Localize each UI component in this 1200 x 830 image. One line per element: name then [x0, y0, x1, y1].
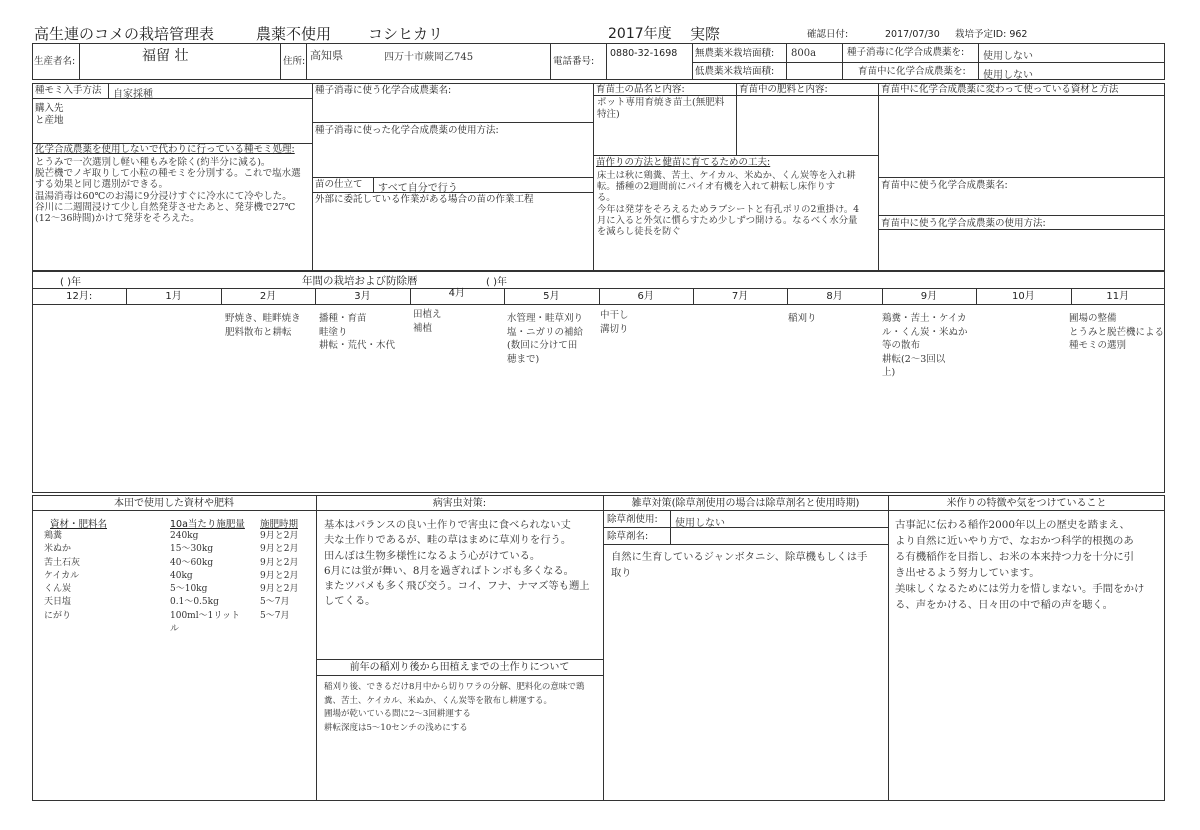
seedling-value: すべて自分で行う	[378, 183, 458, 194]
material-amount: 40〜60kg	[170, 557, 214, 568]
month-cell: 4月	[448, 288, 466, 299]
material-time: 9月と2月	[260, 544, 299, 555]
activity-apr: 田植え 補植	[413, 309, 442, 334]
month-cell: 10月	[1011, 291, 1035, 302]
soil-prep-text: 稲刈り後、できるだけ8月中から切りワラの分解、肥料化の意味で鶏 糞、苦土、ケイカル、米ぬか、くん炭等を散布し耕運する。 圃場が乾いている間に2〜3回耕運する 耕転深度は5〜10センチの浅めにする	[324, 682, 585, 733]
month-cell: 3月	[354, 291, 371, 302]
month-cell: 1月	[165, 291, 182, 302]
features-text: 古事記に伝わる稲作2000年以上の歴史を踏まえ、 より自然に近いやり方で、なおかつ科学的根拠のあ る有機稲作を目指し、お米の本来持つ力を十分に引 き出せるよう努力しています。 美味しくなるためには労力を惜しまない。手間をかけ る、声をかける、日々田の中で稲の声を聴く。	[895, 519, 1145, 611]
seed-alt-label: 化学合成農薬を使用しないで代わりに行っている種モミ処理:	[35, 144, 295, 155]
material-amount: 40kg	[170, 570, 193, 581]
material-row	[44, 596, 298, 609]
material-row	[44, 583, 298, 596]
month-cell: 5月	[543, 291, 560, 302]
activity-aug: 稲刈り	[788, 313, 817, 324]
calendar-year-right: ( )年	[486, 277, 507, 288]
phone-number: 0880-32-1698	[610, 48, 678, 59]
material-amount: 15〜30kg	[170, 544, 214, 555]
seed-chem-value: 使用しない	[983, 51, 1033, 62]
material-row	[44, 557, 298, 570]
material-amount: 100ml〜1リット ル	[170, 610, 240, 635]
fiscal-year: 2017年度	[608, 26, 672, 42]
seed-chem-label: 種子消毒に化学合成農薬を:	[847, 47, 965, 58]
nursery-soil-label: 育苗土の品名と内容:	[596, 84, 685, 95]
nursery-method-label: 苗作りの方法と健苗に育てるための工夫:	[596, 157, 771, 168]
col-material-name: 資材・肥料名	[50, 519, 108, 530]
nursery-soil-value: ポット専用育焼き苗土(無肥料 特注)	[597, 97, 725, 120]
nursery-chem-usage-label: 育苗中に使う化学合成農薬の使用方法:	[881, 218, 1046, 229]
seed-chem-name-label: 種子消毒に使う化学合成農薬名:	[315, 85, 452, 96]
material-row	[44, 543, 298, 556]
month-cell: 6月	[637, 291, 654, 302]
weed-use-value: 使用しない	[675, 518, 725, 529]
pest-text: 基本はバランスの良い土作りで害虫に食べられない丈 夫な土作りであるが、畦の草はまめに草刈りを行う。 田んぼは生物多様性になるよう心がけている。 6月には蛍が舞い、8月を過ぎればトンボも多くなる。 またツバメも多く飛び交う。コイ、フナ、ナマズ等も遡上 してくる。	[324, 519, 590, 608]
material-row	[44, 610, 298, 637]
activity-feb: 野焼き、畦畔焼き 肥料散布と耕転	[225, 313, 301, 338]
no-pesticide-area: 800a	[791, 48, 817, 59]
material-amount: 240kg	[170, 531, 199, 541]
low-pesticide-area-label: 低農薬米栽培面積:	[695, 66, 775, 77]
calendar-title: 年間の栽培および防除暦	[302, 275, 418, 287]
material-row	[44, 570, 298, 583]
rice-variety: コシヒカリ	[368, 25, 444, 43]
month-cell: 8月	[826, 291, 843, 302]
soil-prep-title: 前年の稲刈り後から田植えまでの土作りについて	[349, 662, 570, 673]
confirm-date: 2017/07/30	[885, 29, 940, 40]
material-name: 苦土石灰	[44, 557, 81, 568]
prefecture: 高知県	[310, 49, 343, 62]
nursery-chem-value: 使用しない	[983, 70, 1033, 81]
material-name: 米ぬか	[44, 544, 72, 555]
nursery-method-text: 床土は秋に鶏糞、苦土、ケイカル、米ぬか、くん炭等を入れ耕 転。播種の2週間前にバイオ有機を入れて耕転し床作りす る。 今年は発芽をそろえるためラブシートと有孔ポリの2重掛け。4 月に入ると外気に慣らすため少しずつ開ける。なるべく水分量 を減らし徒長を防ぐ	[597, 170, 860, 238]
material-amount: 5〜10kg	[170, 584, 208, 595]
features-title: 米作りの特徴や気をつけていること	[946, 498, 1107, 509]
calendar-year-left: ( )年	[60, 277, 81, 288]
pesticide-status: 農薬不使用	[256, 25, 332, 43]
material-time: 9月と2月	[260, 531, 299, 541]
seed-method-label: 種モミ入手方法	[35, 85, 102, 96]
month-cell: 2月	[259, 291, 277, 302]
col-time: 施肥時期	[260, 519, 299, 530]
seed-chem-usage-label: 種子消毒に使った化学合成農薬の使用方法:	[315, 125, 499, 136]
material-time: 5〜7月	[260, 597, 290, 608]
activity-may: 水管理・畦草刈り 塩・ニガリの補給 (数回に分けて田 穂まで)	[507, 313, 584, 365]
material-row	[44, 530, 298, 543]
outsource-label: 外部に委託している作業がある場合の苗の作業工程	[315, 194, 534, 205]
seedling-label: 苗の仕立て	[315, 179, 363, 190]
address: 四万十市蕨岡乙745	[384, 52, 474, 63]
month-cell: 12月:	[66, 291, 93, 302]
weed-title: 雑草対策(除草剤使用の場合は除草剤名と使用時期)	[631, 498, 860, 509]
col-amount: 10a当たり施肥量	[170, 519, 245, 530]
record-status: 実際	[690, 25, 721, 43]
material-time: 5〜7月	[260, 610, 290, 621]
material-name: にがり	[44, 610, 72, 621]
phone-label: 電話番号:	[553, 56, 595, 67]
activity-mar: 播種・育苗 畦塗り 耕転・荒代・木代	[319, 313, 396, 351]
month-cell: 7月	[731, 291, 749, 302]
month-cell: 9月	[920, 291, 938, 302]
material-name: 天日塩	[44, 597, 72, 608]
seed-source-label: 購入先 と産地	[35, 103, 64, 126]
material-name: 鶏糞	[44, 531, 63, 541]
month-cell: 11月	[1106, 291, 1130, 302]
activity-nov: 圃場の整備 とうみと脱芒機による 種モミの選別	[1069, 313, 1165, 351]
producer-name-label: 生産者名:	[34, 56, 76, 67]
seed-alt-text: とうみで一次選別し軽い種もみを除く(約半分に減る)。 脱芒機でノギ取りして小粒の種モミを分別する。これで塩水選 する効果と同じ選別ができる。 温湯消毒は60℃のお湯に9分浸けすぐに冷水にて冷やした。 谷川に二週間浸けて少し自然発芽させたあと、発芽機で27℃ (12〜36時間)かけて発芽をそろえた。	[35, 157, 301, 225]
activity-jun: 中干し 溝切り	[600, 310, 629, 335]
materials-title: 本田で使用した資材や肥料	[114, 498, 234, 509]
confirm-date-label: 確認日付:	[807, 29, 849, 40]
producer-name: 福留 壮	[142, 48, 189, 64]
material-name: ケイカル	[44, 570, 80, 581]
pest-title: 病害虫対策:	[432, 498, 487, 509]
seed-method-value: 自家採種	[113, 89, 153, 100]
material-name: くん炭	[44, 584, 72, 595]
weed-text: 自然に生育しているジャンボタニシ、除草機もしくは手 取り	[611, 551, 868, 579]
nursery-fert-label: 育苗中の肥料と内容:	[739, 84, 828, 95]
document-title: 高生連のコメの栽培管理表	[34, 25, 215, 43]
nursery-chem-name-label: 育苗中に使う化学合成農薬名:	[881, 180, 1008, 191]
nursery-chem-label: 育苗中に化学合成農薬を:	[858, 66, 966, 77]
weed-name-label: 除草剤名:	[607, 531, 649, 542]
material-amount: 0.1〜0.5kg	[170, 597, 219, 608]
plan-id: 栽培予定ID: 962	[955, 29, 1028, 40]
address-label: 住所:	[283, 56, 306, 67]
activity-sep: 鶏糞・苦土・ケイカ ル・くん炭・米ぬか 等の散布 耕転(2〜3回以 上)	[882, 313, 968, 378]
material-time: 9月と2月	[260, 557, 299, 568]
material-time: 9月と2月	[260, 570, 299, 581]
materials-table	[44, 516, 298, 636]
no-pesticide-area-label: 無農薬米栽培面積:	[695, 48, 775, 59]
material-time: 9月と2月	[260, 584, 299, 595]
weed-use-label: 除草剤使用:	[607, 514, 658, 525]
nursery-alt-label: 育苗中に化学合成農薬に変わって使っている資材と方法	[881, 84, 1119, 95]
